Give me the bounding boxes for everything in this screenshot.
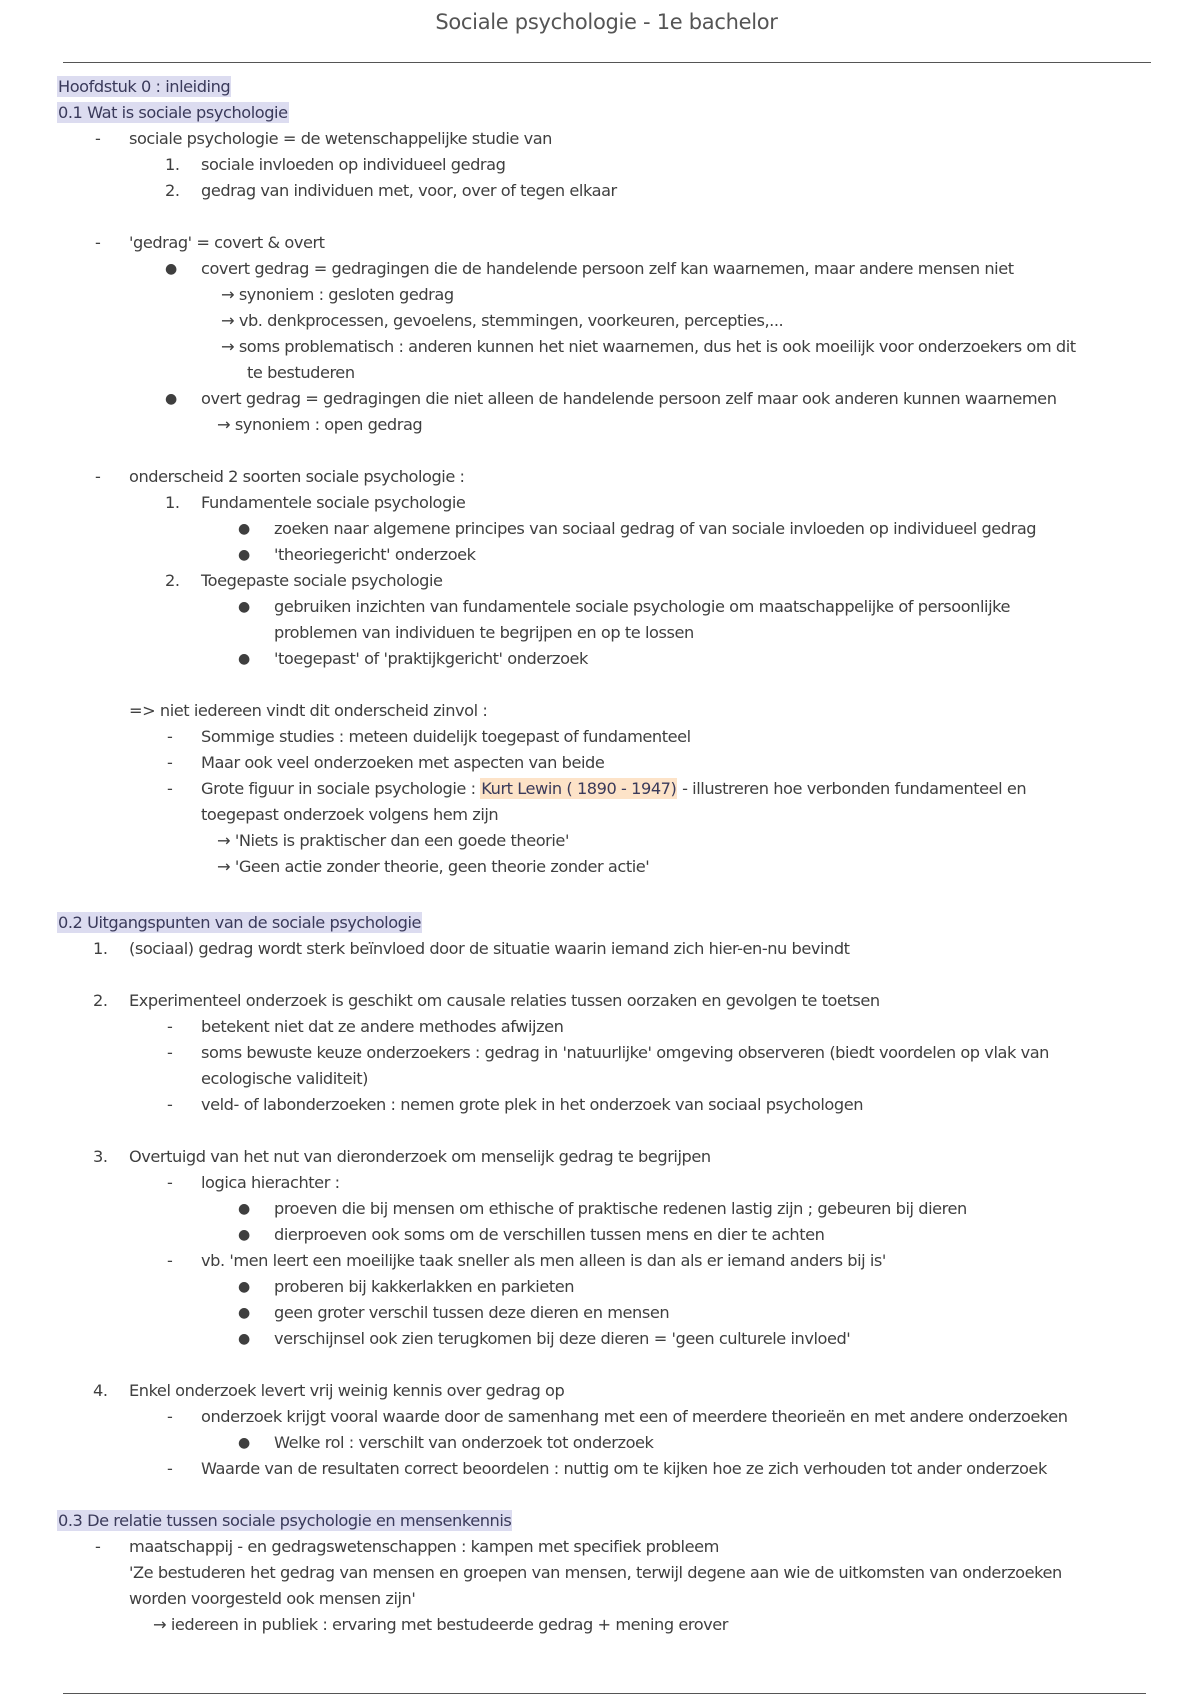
dash-marker: - xyxy=(167,1407,173,1426)
arrow-item: → 'Niets is praktischer dan een goede theorie' xyxy=(217,831,569,850)
list-item: - Grote figuur in sociale psychologie : Kurt Lewin ( 1890 - 1947) - illustreren hoe verbonden fundamenteel en xyxy=(201,777,1026,801)
numbered-item: 2. Experimenteel onderzoek is geschikt om causale relaties tussen oorzaken en gevolgen te toetsen xyxy=(93,991,880,1010)
highlighted-name: Kurt Lewin ( 1890 - 1947) xyxy=(481,779,677,798)
dash-marker: - xyxy=(95,129,101,148)
bullet-marker: ● xyxy=(238,1279,250,1295)
arrow-item: → synoniem : gesloten gedrag xyxy=(221,285,454,304)
arrow-icon: → xyxy=(221,311,235,330)
bullet-marker: ● xyxy=(238,599,250,615)
list-item: - soms bewuste keuze onderzoekers : gedrag in 'natuurlijke' omgeving observeren (biedt voordelen op vlak van xyxy=(201,1041,1049,1065)
continuation-line: te bestuderen xyxy=(247,363,355,382)
section-heading-0-1: 0.1 Wat is sociale psychologie xyxy=(58,103,288,122)
header-rule xyxy=(63,62,1151,63)
bullet-item: ● verschijnsel ook zien terugkomen bij deze dieren = 'geen culturele invloed' xyxy=(274,1327,850,1351)
continuation-line: problemen van individuen te begrijpen en op te lossen xyxy=(274,623,694,642)
bullet-marker: ● xyxy=(165,261,177,277)
numbered-item: 1. (sociaal) gedrag wordt sterk beïnvloed door de situatie waarin iemand zich hier-en-nu bevindt xyxy=(93,939,850,958)
bullet-marker: ● xyxy=(238,1435,250,1451)
numbered-item: 2. gedrag van individuen met, voor, over of tegen elkaar xyxy=(165,181,617,200)
dash-marker: - xyxy=(167,1251,173,1270)
bullet-marker: ● xyxy=(238,1201,250,1217)
continuation-line: ecologische validiteit) xyxy=(201,1069,369,1088)
bullet-marker: ● xyxy=(238,547,250,563)
numbered-item: 4. Enkel onderzoek levert vrij weinig kennis over gedrag op xyxy=(93,1381,565,1400)
bullet-item: ● gebruiken inzichten van fundamentele sociale psychologie om maatschappelijke of persoonlijke xyxy=(274,595,1010,619)
bullet-item: ● 'theoriegericht' onderzoek xyxy=(274,543,476,567)
dash-marker: - xyxy=(167,1173,173,1192)
document-title: Sociale psychologie - 1e bachelor xyxy=(435,10,778,34)
arrow-item: → iedereen in publiek : ervaring met bestudeerde gedrag + mening erover xyxy=(153,1615,728,1634)
footer-rule xyxy=(63,1693,1146,1694)
quote-line: 'Ze bestuderen het gedrag van mensen en groepen van mensen, terwijl degene aan wie de uitkomsten van onderzoeken xyxy=(129,1563,1062,1582)
numbered-item: 3. Overtuigd van het nut van dieronderzoek om menselijk gedrag te begrijpen xyxy=(93,1147,711,1166)
list-item: - Waarde van de resultaten correct beoordelen : nuttig om te kijken hoe ze zich verhouden tot ander onderzoek xyxy=(201,1457,1047,1481)
list-item: - 'gedrag' = covert & overt xyxy=(129,231,325,255)
dash-marker: - xyxy=(167,753,173,772)
bullet-item: ● 'toegepast' of 'praktijkgericht' onderzoek xyxy=(274,647,588,671)
dash-marker: - xyxy=(167,1459,173,1478)
bullet-item: ● dierproeven ook soms om de verschillen tussen mens en dier te achten xyxy=(274,1223,824,1247)
bullet-marker: ● xyxy=(238,1305,250,1321)
quote-line: worden voorgesteld ook mensen zijn' xyxy=(129,1589,416,1608)
bullet-item: ● covert gedrag = gedragingen die de handelende persoon zelf kan waarnemen, maar andere mensen niet xyxy=(201,257,1014,281)
section-heading-0-2: 0.2 Uitgangspunten van de sociale psychologie xyxy=(58,913,422,932)
list-item: - onderscheid 2 soorten sociale psychologie : xyxy=(129,465,465,489)
list-item: - sociale psychologie = de wetenschappelijke studie van xyxy=(129,127,552,151)
bullet-item: ● Welke rol : verschilt van onderzoek tot onderzoek xyxy=(274,1431,653,1455)
arrow-item: → soms problematisch : anderen kunnen het niet waarnemen, dus het is ook moeilijk voor onderzoekers om dit xyxy=(221,337,1076,356)
list-item: - logica hierachter : xyxy=(201,1171,340,1195)
list-item: - Sommige studies : meteen duidelijk toegepast of fundamenteel xyxy=(201,725,691,749)
numbered-item: 1. Fundamentele sociale psychologie xyxy=(165,493,466,512)
arrow-item: → vb. denkprocessen, gevoelens, stemmingen, voorkeuren, percepties,... xyxy=(221,311,784,330)
chapter-heading: Hoofdstuk 0 : inleiding xyxy=(58,77,231,96)
conclusion-line: => niet iedereen vindt dit onderscheid zinvol : xyxy=(129,701,488,720)
arrow-icon: → xyxy=(217,857,231,876)
bullet-marker: ● xyxy=(238,1331,250,1347)
dash-marker: - xyxy=(167,1043,173,1062)
arrow-item: → 'Geen actie zonder theorie, geen theorie zonder actie' xyxy=(217,857,650,876)
list-item: - maatschappij - en gedragswetenschappen : kampen met specifiek probleem xyxy=(129,1535,719,1559)
bullet-item: ● geen groter verschil tussen deze dieren en mensen xyxy=(274,1301,669,1325)
arrow-icon: → xyxy=(217,831,231,850)
numbered-item: 1. sociale invloeden op individueel gedrag xyxy=(165,155,506,174)
list-item: - onderzoek krijgt vooral waarde door de samenhang met een of meerdere theorieën en met andere onderzoeken xyxy=(201,1405,1068,1429)
bullet-marker: ● xyxy=(238,1227,250,1243)
list-item: - betekent niet dat ze andere methodes afwijzen xyxy=(201,1015,563,1039)
dash-marker: - xyxy=(167,779,173,798)
dash-marker: - xyxy=(167,1095,173,1114)
bullet-marker: ● xyxy=(238,651,250,667)
numbered-item: 2. Toegepaste sociale psychologie xyxy=(165,571,443,590)
dash-marker: - xyxy=(95,233,101,252)
continuation-line: toegepast onderzoek volgens hem zijn xyxy=(201,805,499,824)
dash-marker: - xyxy=(167,727,173,746)
bullet-marker: ● xyxy=(165,391,177,407)
list-item: - veld- of labonderzoeken : nemen grote plek in het onderzoek van sociaal psychologen xyxy=(201,1093,863,1117)
arrow-icon: → xyxy=(221,337,235,356)
list-item: - Maar ook veel onderzoeken met aspecten van beide xyxy=(201,751,604,775)
bullet-marker: ● xyxy=(238,521,250,537)
dash-marker: - xyxy=(95,1537,101,1556)
bullet-item: ● zoeken naar algemene principes van sociaal gedrag of van sociale invloeden op individueel gedrag xyxy=(274,517,1036,541)
arrow-icon: → xyxy=(153,1615,167,1634)
arrow-icon: → xyxy=(217,415,231,434)
list-item: - vb. 'men leert een moeilijke taak sneller als men alleen is dan als er iemand anders bij is' xyxy=(201,1249,886,1273)
arrow-item: → synoniem : open gedrag xyxy=(217,415,423,434)
arrow-icon: → xyxy=(221,285,235,304)
dash-marker: - xyxy=(95,467,101,486)
dash-marker: - xyxy=(167,1017,173,1036)
bullet-item: ● overt gedrag = gedragingen die niet alleen de handelende persoon zelf maar ook anderen kunnen waarnemen xyxy=(201,387,1057,411)
bullet-item: ● proberen bij kakkerlakken en parkieten xyxy=(274,1275,574,1299)
bullet-item: ● proeven die bij mensen om ethische of praktische redenen lastig zijn ; gebeuren bij dieren xyxy=(274,1197,967,1221)
section-heading-0-3: 0.3 De relatie tussen sociale psychologie en mensenkennis xyxy=(58,1511,512,1530)
